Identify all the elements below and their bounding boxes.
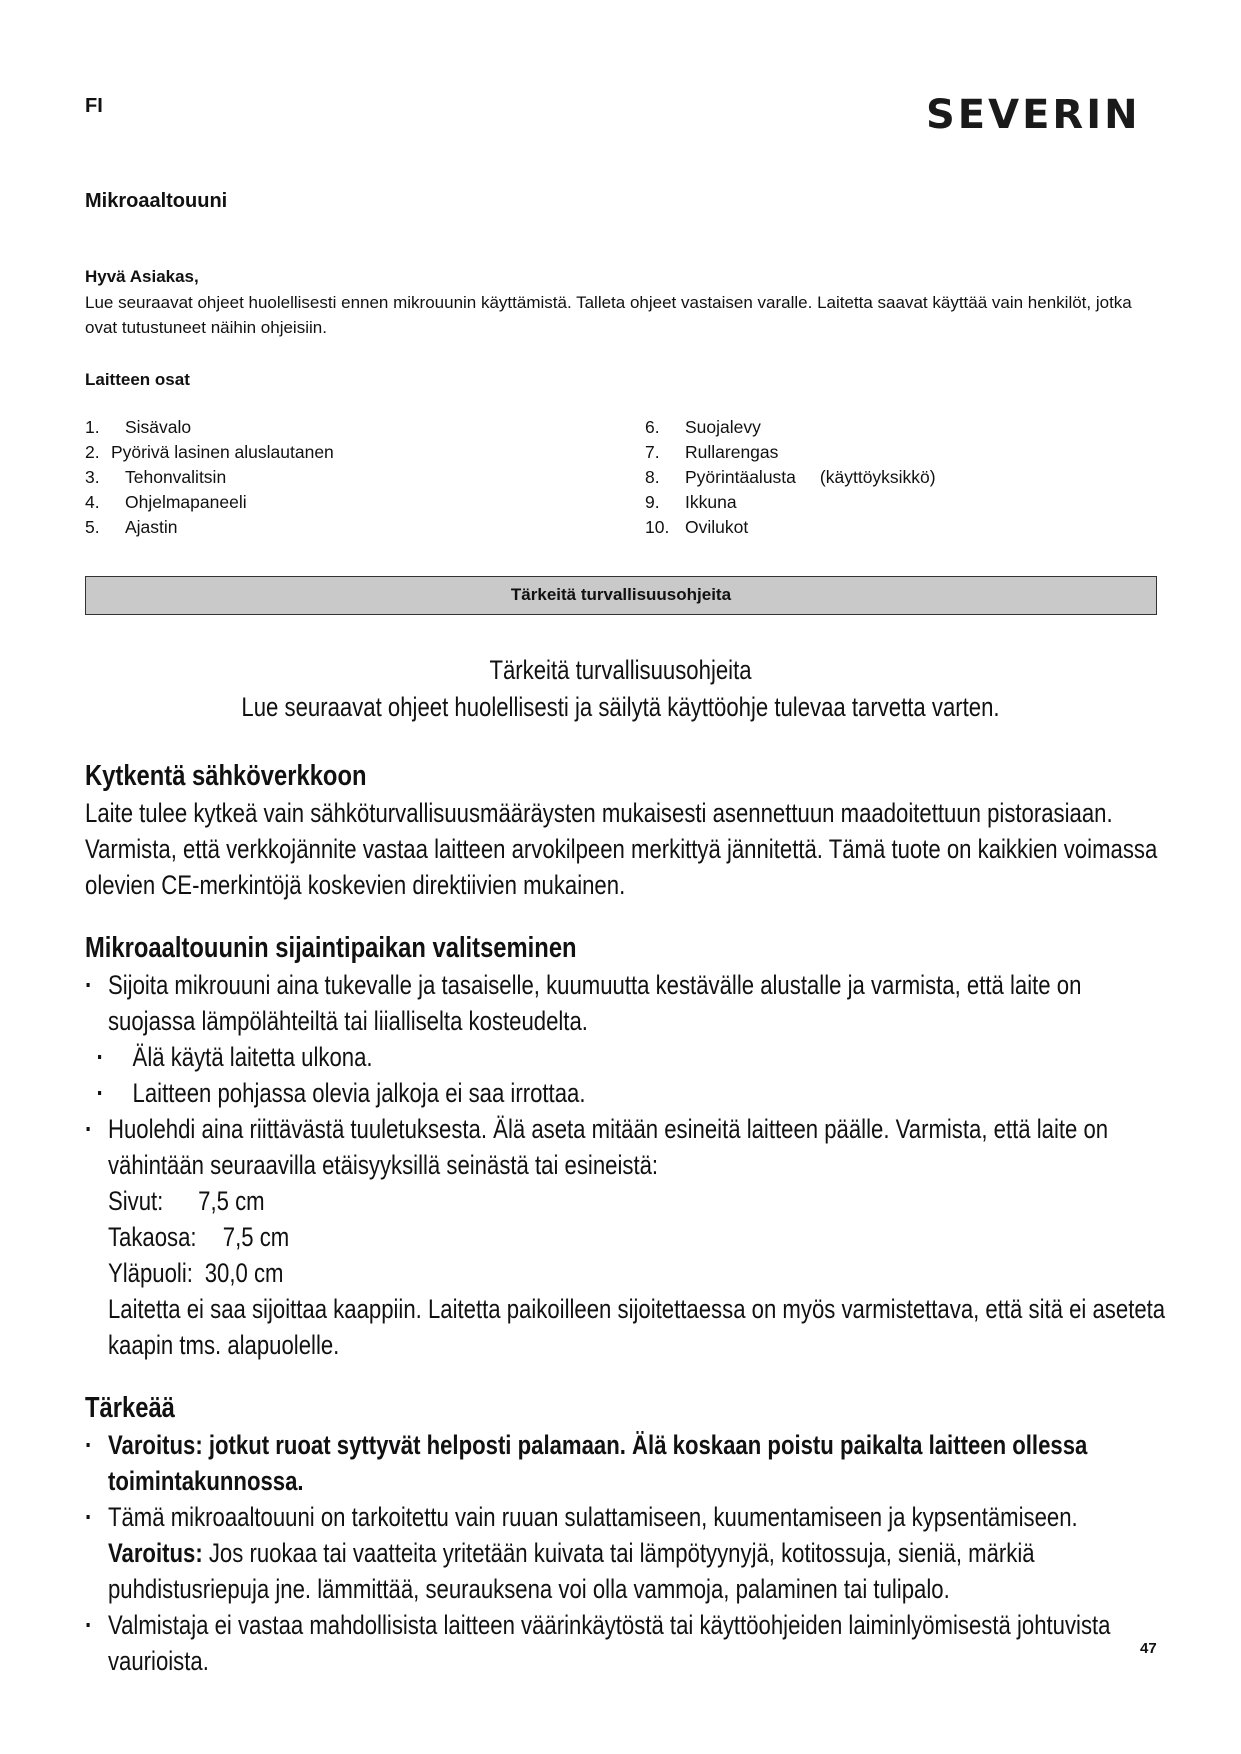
list-item: 5. Ajastin — [85, 517, 178, 537]
page-number: 47 — [1140, 1640, 1157, 1657]
safety-intro-title: Tärkeitä turvallisuusohjeita — [489, 655, 752, 685]
list-item: · Valmistaja ei vastaa mahdollisista laitteen väärinkäytöstä tai käyttöohjeiden laiminlyömisestä johtuvista vaurioista. — [85, 1607, 1167, 1679]
brand-logo: SEVERIN — [926, 92, 1141, 138]
safety-intro — [0, 652, 1241, 726]
list-item: 8. Pyörintäalusta (käyttöyksikkö) — [645, 467, 936, 487]
list-item: 2. Pyörivä lasinen aluslautanen — [85, 442, 334, 462]
bullet-icon: · — [96, 1042, 104, 1072]
greeting-text: Lue seuraavat ohjeet huolellisesti ennen mikrouunin käyttämistä. Talleta ohjeet vastaisen varalle. Laitetta saavat käyttää vain henkilöt, jotka ovat tutustuneet näihin ohjeisiin. — [85, 293, 1132, 337]
bullet-icon: · — [85, 1114, 93, 1144]
bullet-icon: · — [96, 1078, 104, 1108]
important-heading: Tärkeää — [85, 1392, 175, 1424]
safety-banner: Tärkeitä turvallisuusohjeita — [85, 576, 1157, 615]
list-item: · Tämä mikroaaltouuni on tarkoitettu vain ruuan sulattamiseen, kuumentamiseen ja kypsentämiseen. Varoitus: Jos ruokaa tai vaatteita yritetään kuivata tai lämpötyynyjä, kotitossuja, sieniä, märkiä puhdistusriepuja jne. lämmittää, seurauksena voi olla vammoja, palaminen tai tulipalo. — [85, 1499, 1167, 1607]
list-item: · Varoitus: jotkut ruoat syttyvät helposti palamaan. Älä koskaan poistu paikalta laitteen ollessa toimintakunnossa. — [85, 1427, 1167, 1499]
bullet-icon: · — [85, 970, 93, 1000]
location-heading: Mikroaaltouunin sijaintipaikan valitseminen — [85, 932, 577, 964]
distance-row: Yläpuoli: 30,0 cm — [107, 1258, 284, 1288]
location-list — [85, 967, 1167, 1183]
list-item: 10. Ovilukot — [645, 517, 749, 537]
list-item: · Älä käytä laitetta ulkona. — [85, 1039, 1167, 1075]
connection-text: Laite tulee kytkeä vain sähköturvallisuusmääräysten mukaisesti asennettuun maadoitettuun pistorasiaan. Varmista, että verkkojännite vastaa laitteen arvokilpeen merkittyä jännitettä. Tämä tuote on kaikkien voimassa olevien CE-merkintöjä koskevien direktiivien mukainen. — [85, 798, 1158, 900]
language-code: FI — [85, 95, 103, 117]
important-section — [85, 1389, 1167, 1679]
location-section — [85, 929, 1167, 1363]
list-item: 9. Ikkuna — [645, 492, 737, 512]
distance-row: Sivut: 7,5 cm — [107, 1186, 265, 1216]
bullet-icon: · — [85, 1430, 93, 1460]
list-item: 1. Sisävalo — [85, 417, 192, 437]
list-item: · Laitteen pohjassa olevia jalkoja ei saa irrottaa. — [85, 1075, 1167, 1111]
important-list — [85, 1427, 1167, 1679]
parts-list-left — [85, 415, 334, 540]
document-title: Mikroaaltouuni — [85, 190, 228, 212]
greeting-salutation: Hyvä Asiakas, — [85, 267, 199, 286]
distance-row: Takaosa: 7,5 cm — [107, 1222, 290, 1252]
safety-content — [85, 757, 1167, 1705]
list-item: · Huolehdi aina riittävästä tuuletuksesta. Älä aseta mitään esineitä laitteen päälle. Varmista, että laite on vähintään seuraavilla etäisyyksillä seinästä tai esineistä: — [85, 1111, 1167, 1183]
parts-list-right — [645, 415, 936, 540]
list-item: 6. Suojalevy — [645, 417, 761, 437]
connection-heading: Kytkentä sähköverkkoon — [85, 760, 367, 792]
list-item: 7. Rullarengas — [645, 442, 779, 462]
connection-section — [85, 757, 1167, 903]
list-item: 4. Ohjelmapaneeli — [85, 492, 247, 512]
list-item: · Sijoita mikrouuni aina tukevalle ja tasaiselle, kuumuutta kestävälle alustalle ja varmista, että laite on suojassa lämpölähteiltä tai liialliselta kosteudelta. — [85, 967, 1167, 1039]
list-item: 3. Tehonvalitsin — [85, 467, 227, 487]
cabinet-note: Laitetta ei saa sijoittaa kaappiin. Laitetta paikoilleen sijoitettaessa on myös varmistettava, että sitä ei aseteta kaapin tms. alapuolelle. — [107, 1294, 1166, 1360]
bullet-icon: · — [85, 1610, 93, 1640]
safety-intro-text: Lue seuraavat ohjeet huolellisesti ja säilytä käyttöohje tulevaa tarvetta varten. — [241, 692, 1000, 722]
bullet-icon: · — [85, 1502, 93, 1532]
parts-title: Laitteen osat — [85, 370, 190, 389]
